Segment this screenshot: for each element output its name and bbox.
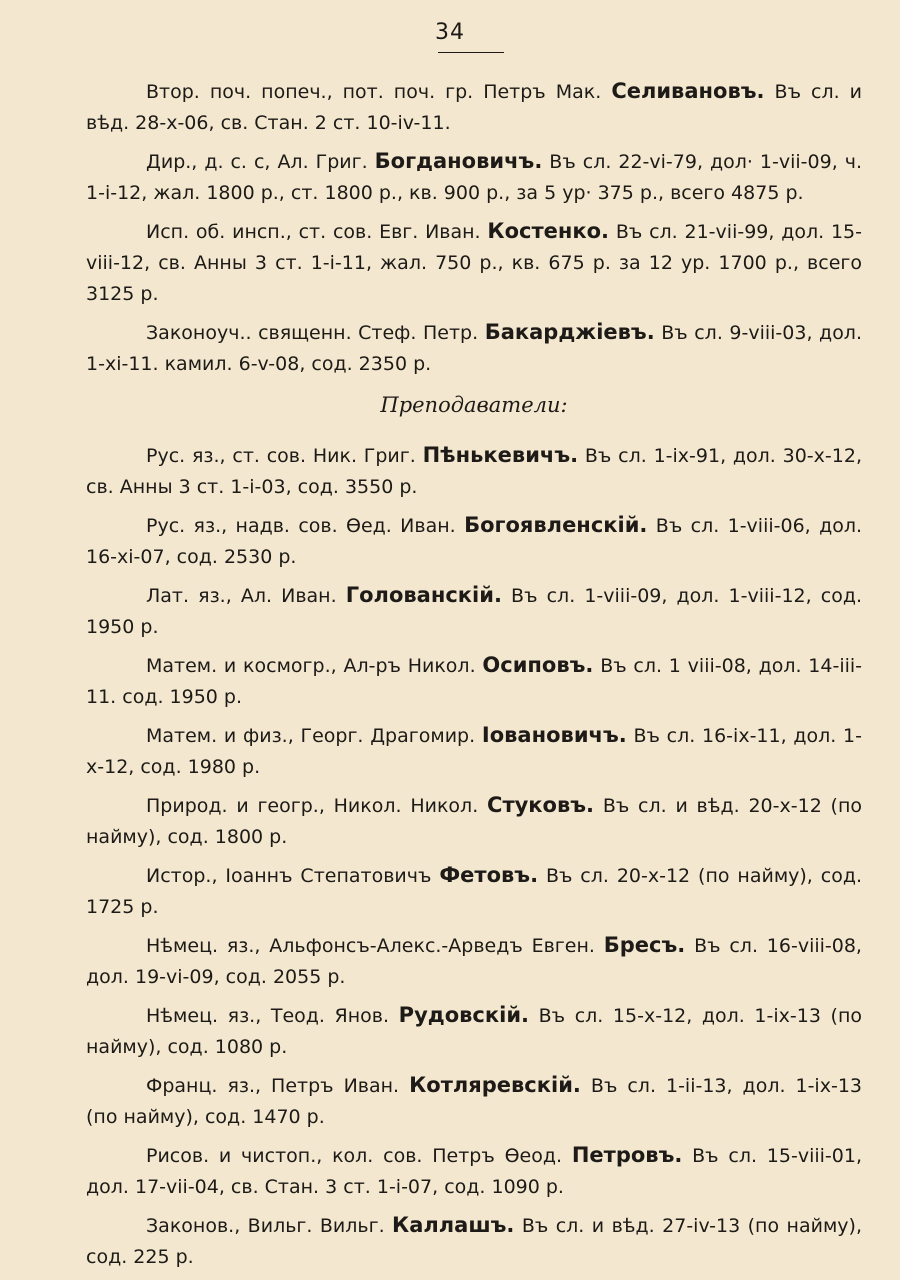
entry-service-record: Въ сл. и вѣд. 27-iv-13 (по найму), сод. 225 р. <box>86 1215 862 1268</box>
entry-position: Рус. яз., ст. сов. Ник. Григ. <box>146 445 416 467</box>
entry-kostenko <box>86 216 862 310</box>
entry-position: Природ. и геогр., Никол. Никол. <box>146 795 479 817</box>
entry-service-record: Въ сл. и вѣд. 20-х-12 (по найму), сод. 1800 р. <box>86 795 863 848</box>
entry-surname: Рудовскій. <box>398 1003 530 1027</box>
entry-kotlyarevsky <box>86 1070 862 1133</box>
entry-fetov <box>86 860 862 923</box>
entry-service-record: Въ сл. 1-ii-13, дол. 1-ix-13 (по найму), сод. 1470 р. <box>86 1075 862 1128</box>
entry-service-record: Въ сл. 1-viii-06, дол. 16-xi-07, сод. 2530 р. <box>86 515 863 568</box>
entry-stukov <box>86 790 862 853</box>
entry-bogoyavlensky <box>86 510 862 573</box>
entry-petrov <box>86 1140 862 1203</box>
entry-position: Матем. и космогр., Ал-ръ Никол. <box>146 655 476 677</box>
entry-service-record: Въ сл. 22-vi-79, дол· 1-vii-09, ч. 1-i-12, жал. 1800 р., ст. 1800 р., кв. 900 р., за 5 ур· 375 р., всего 4875 р. <box>86 151 862 204</box>
entry-osipov <box>86 650 862 713</box>
entry-rudovsky <box>86 1000 862 1063</box>
entry-bakardzhiev <box>86 317 862 380</box>
entry-position: Рисов. и чистоп., кол. сов. Петръ Ѳеод. <box>146 1145 563 1167</box>
entry-service-record: Въ сл. и вѣд. 28-х-06, св. Стан. 2 ст. 10-iv-11. <box>86 81 862 134</box>
entry-position: Законов., Вильг. Вильг. <box>146 1215 385 1237</box>
entry-position: Истор., Іоаннъ Степатовичъ <box>146 865 432 887</box>
entry-service-record: Въ сл. 21-vii-99, дол. 15-viii-12, св. Анны 3 ст. 1-i-11, жал. 750 р., кв. 675 р. за 12 ур. 1700 р., всего 3125 р. <box>86 221 862 305</box>
entry-surname: Фетовъ. <box>439 863 539 887</box>
entry-service-record: Въ сл. 16-ix-11, дол. 1-х-12, сод. 1980 р. <box>86 725 862 778</box>
entry-surname: Осиповъ. <box>482 653 594 677</box>
entry-surname: Селивановъ. <box>611 79 765 103</box>
entry-service-record: Въ сл. 1-viii-09, дол. 1-viii-12, сод. 1950 р. <box>86 585 863 638</box>
entry-position: Франц. яз., Петръ Иван. <box>146 1075 400 1097</box>
entry-surname: Іовановичъ. <box>481 723 627 747</box>
entry-golovansky <box>86 580 862 643</box>
entry-position: Нѣмец. яз., Теод. Янов. <box>146 1005 390 1027</box>
entry-iovanovich <box>86 720 862 783</box>
entry-position: Рус. яз., надв. сов. Ѳед. Иван. <box>146 515 456 537</box>
entry-surname: Каллашъ. <box>392 1213 515 1237</box>
entry-service-record: Въ сл. 9-viii-03, дол. 1-xi-11. камил. 6-v-08, сод. 2350 р. <box>86 322 862 375</box>
entry-surname: Стуковъ. <box>487 793 595 817</box>
entry-service-record: Въ сл. 15-viii-01, дол. 17-vii-04, св. Стан. 3 ст. 1-i-07, сод. 1090 р. <box>86 1145 862 1198</box>
entry-position: Нѣмец. яз., Альфонсъ-Алекс.-Арведъ Евген. <box>146 935 595 957</box>
entry-surname: Голованскій. <box>345 583 502 607</box>
entry-bogdanovich <box>86 146 862 209</box>
entry-service-record: Въ сл. 15-х-12, дол. 1-ix-13 (по найму), сод. 1080 р. <box>86 1005 862 1058</box>
entry-service-record: Въ сл. 1-ix-91, дол. 30-х-12, св. Анны 3 ст. 1-i-03, сод. 3550 р. <box>86 445 862 498</box>
entry-position: Втор. поч. попеч., пот. поч. гр. Петръ Мак. <box>146 81 602 103</box>
entry-penkevich <box>86 440 862 503</box>
page-number: 34 <box>435 20 465 45</box>
entry-position: Лат. яз., Ал. Иван. <box>146 585 337 607</box>
entry-surname: Бресъ. <box>603 933 686 957</box>
entry-position: Законоуч.. священн. Стеф. Петр. <box>146 322 479 344</box>
entry-kallash <box>86 1210 862 1273</box>
entry-position: Дир., д. с. с, Ал. Григ. <box>146 151 368 173</box>
entry-position: Исп. об. инсп., ст. сов. Евг. Иван. <box>146 221 481 243</box>
section-heading-teachers: Преподаватели: <box>380 393 568 417</box>
entry-surname: Костенко. <box>487 219 610 243</box>
entry-bres <box>86 930 862 993</box>
entry-surname: Богдановичъ. <box>374 149 543 173</box>
entry-surname: Котляревскій. <box>409 1073 581 1097</box>
entry-surname: Пѣнькевичъ. <box>422 443 579 467</box>
page-number-rule <box>438 52 504 53</box>
entry-surname: Богоявленскій. <box>464 513 648 537</box>
entry-position: Матем. и физ., Георг. Драгомир. <box>146 725 476 747</box>
entry-surname: Бакарджіевъ. <box>484 320 655 344</box>
entry-surname: Петровъ. <box>571 1143 683 1167</box>
page-content <box>86 76 862 1280</box>
entry-service-record: Въ сл. 20-х-12 (по найму), сод. 1725 р. <box>86 865 862 918</box>
entry-selivanov <box>86 76 862 139</box>
entry-service-record: Въ сл. 1 viii-08, дол. 14-iii-11. сод. 1950 р. <box>86 655 863 708</box>
entry-service-record: Въ сл. 16-viii-08, дол. 19-vi-09, сод. 2055 р. <box>86 935 862 988</box>
